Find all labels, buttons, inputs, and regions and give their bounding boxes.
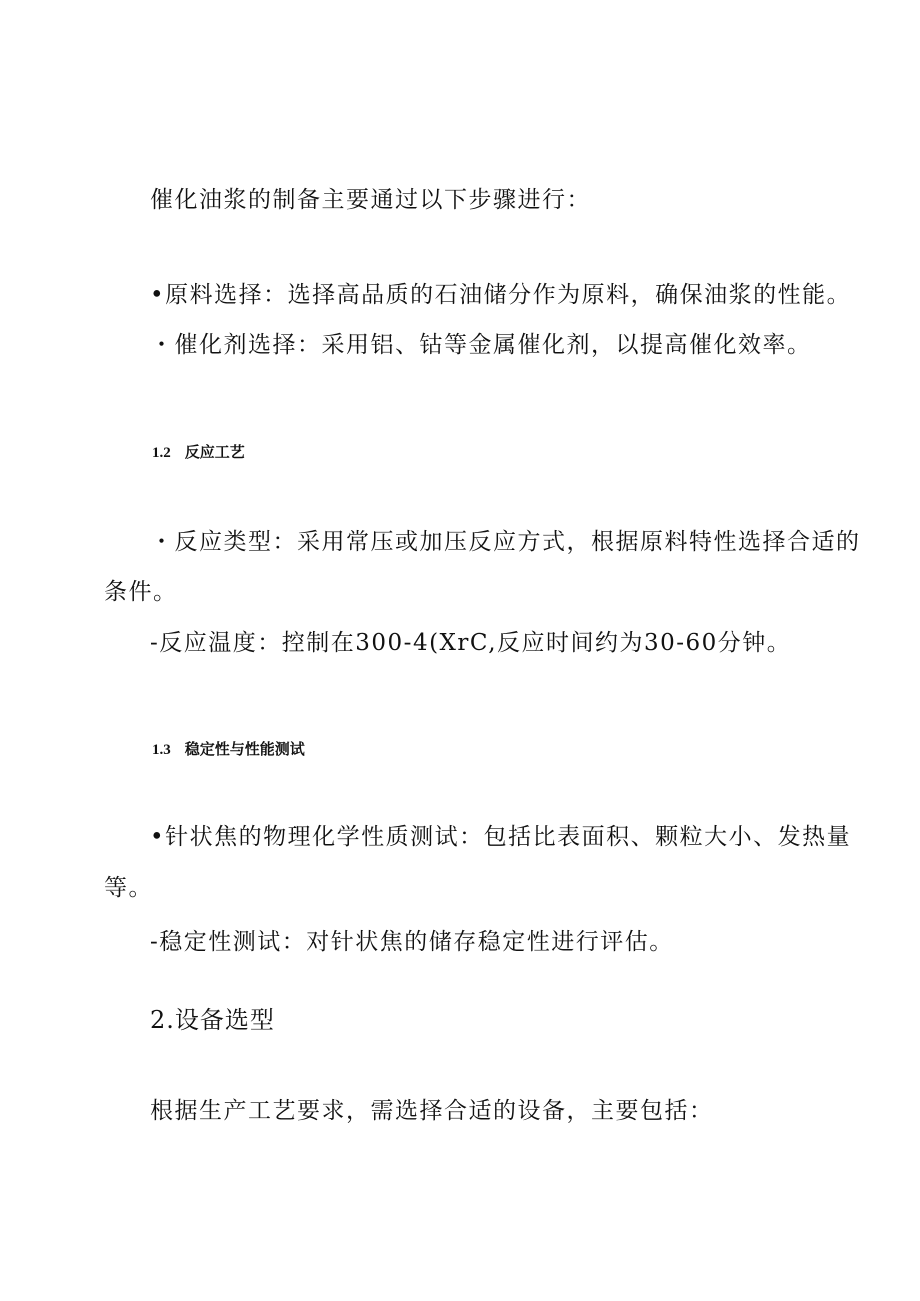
section-heading-1-2 [152, 445, 245, 461]
section-heading-2: 2.设备选型 [150, 1006, 275, 1034]
list-item-coke-test-line2: 等。 [104, 875, 153, 901]
section-heading-1-3 [152, 742, 305, 758]
list-item-coke-test-line1: •针状焦的物理化学性质测试：包括比表面积、颗粒大小、发热量 [150, 824, 852, 850]
section-number: 1.3 [152, 742, 171, 758]
list-item-stability-test: -稳定性测试：对针状焦的储存稳定性进行评估。 [150, 929, 674, 955]
equipment-intro-paragraph: 根据生产工艺要求，需选择合适的设备，主要包括： [150, 1098, 714, 1124]
list-item-catalyst: ・催化剂选择：采用铝、钴等金属催化剂，以提高催化效率。 [150, 332, 812, 358]
section-title: 反应工艺 [184, 443, 245, 461]
list-item-reaction-temperature: -反应温度：控制在300-4(XrC,反应时间约为30-60分钟。 [150, 630, 792, 656]
section-title: 稳定性与性能测试 [184, 740, 305, 758]
list-item-raw-material: •原料选择：选择高品质的石油储分作为原料，确保油浆的性能。 [150, 282, 852, 308]
list-item-reaction-type-line1: ・反应类型：采用常压或加压反应方式，根据原料特性选择合适的 [150, 529, 861, 555]
intro-paragraph: 催化油浆的制备主要通过以下步骤进行： [150, 187, 591, 213]
list-item-reaction-type-line2: 条件。 [104, 579, 178, 605]
section-number: 1.2 [152, 445, 171, 461]
